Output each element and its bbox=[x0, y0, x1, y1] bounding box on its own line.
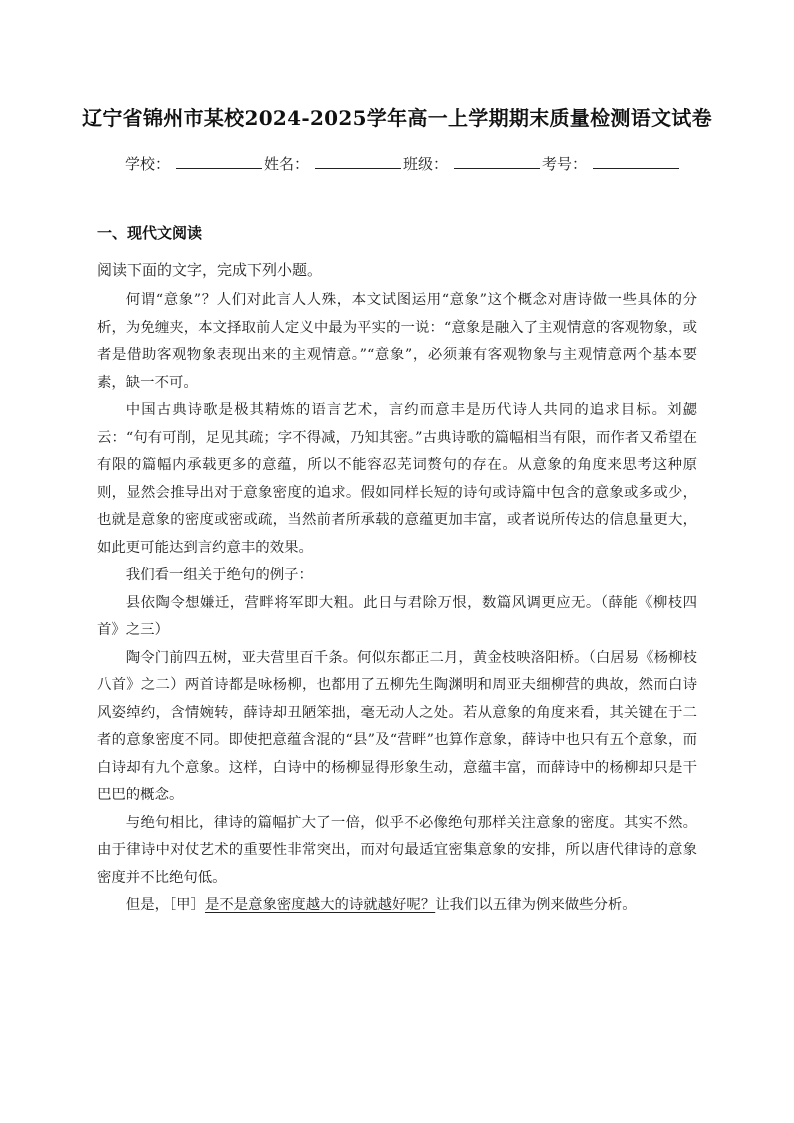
class-field bbox=[403, 153, 542, 174]
exam-number-field bbox=[542, 153, 681, 174]
passage-paragraph-last bbox=[97, 892, 697, 920]
section-heading: 一、现代文阅读 bbox=[97, 224, 203, 242]
exam-number-label: 考号： bbox=[542, 155, 588, 173]
student-info-row bbox=[125, 153, 685, 174]
page-title: 辽宁省锦州市某校2024-2025学年高一上学期期末质量检测语文试卷 bbox=[82, 106, 712, 130]
passage-paragraph: 我们看一组关于绝句的例子： bbox=[125, 567, 313, 583]
school-blank[interactable] bbox=[176, 154, 262, 169]
passage-paragraph: 与绝句相比，律诗的篇幅扩大了一倍，似乎不必像绝句那样关注意象的密度。其实不然。由于律诗中对仗艺术的重要性非常突出，而对句最适宜密集意象的安排，所以唐代律诗的意象密度并不比绝句低。 bbox=[97, 814, 697, 886]
name-blank[interactable] bbox=[315, 154, 401, 169]
poem-quote: 县依陶令想嫌迁，营畔将军即大粗。此日与君除万恨，数篇风调更应无。（薛能《柳枝四首》之三） bbox=[97, 594, 697, 638]
passage-paragraph: 中国古典诗歌是极其精炼的语言艺术，言约而意丰是历代诗人共同的追求目标。刘勰云：“句有可削，足见其疏；字不得减，乃知其密。”古典诗歌的篇幅相当有限，而作者又希望在有限的篇幅内承载更多的意蕴，所以不能容忍芜词赘句的存在。从意象的角度来思考这种原则，显然会推导出对于意象密度的追求。假如同样长短的诗句或诗篇中包含的意象或多或少，也就是意象的密度或密或疏，当然前者所承载的意蕴更加丰富，或者说所传达的信息量更大，如此更可能达到言约意丰的效果。 bbox=[97, 402, 697, 556]
school-label: 学校： bbox=[125, 155, 171, 173]
reading-instruction: 阅读下面的文字，完成下列小题。 bbox=[97, 261, 323, 279]
reading-passage bbox=[97, 287, 697, 920]
underlined-question-jia: 是不是意象密度越大的诗就越好呢？ bbox=[204, 897, 436, 913]
school-field bbox=[125, 153, 264, 174]
last-paragraph-tail: 让我们以五律为例来做些分析。 bbox=[435, 897, 637, 913]
class-label: 班级： bbox=[403, 155, 449, 173]
name-field bbox=[264, 153, 403, 174]
last-paragraph-lead: 但是，［甲］ bbox=[125, 897, 205, 913]
passage-paragraph: 陶令门前四五树，亚夫营里百千条。何似东都正二月，黄金枝映洛阳桥。（白居易《杨柳枝八首》之二）两首诗都是咏杨柳，也都用了五柳先生陶渊明和周亚夫细柳营的典故，然而白诗风姿绰约，含情婉转，薛诗却丑陋笨拙，毫无动人之处。若从意象的角度来看，其关键在于二者的意象密度不同。即使把意蕴含混的“县”及“营畔”也算作意象，薛诗中也只有五个意象，而白诗却有九个意象。这样，白诗中的杨柳显得形象生动，意蕴丰富，而薛诗中的杨柳却只是干巴巴的概念。 bbox=[97, 649, 697, 803]
class-blank[interactable] bbox=[454, 154, 540, 169]
exam-number-blank[interactable] bbox=[593, 154, 679, 169]
passage-paragraph: 何谓“意象”？人们对此言人人殊，本文试图运用“意象”这个概念对唐诗做一些具体的分析，为免缠夹，本文择取前人定义中最为平实的一说：“意象是融入了主观情意的客观物象，或者是借助客观物象表现出来的主观情意。”“意象”，必须兼有客观物象与主观情意两个基本要素，缺一不可。 bbox=[97, 292, 697, 391]
name-label: 姓名： bbox=[264, 155, 310, 173]
